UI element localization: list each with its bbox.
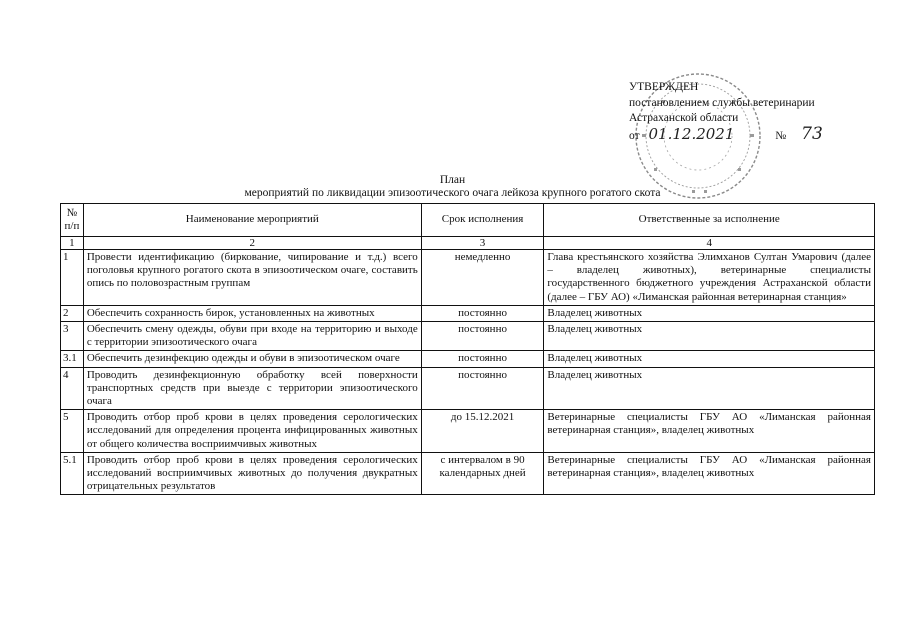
handwritten-number: 73 [801,123,823,144]
header-measure: Наименование мероприятий [83,204,421,237]
row-responsible: Владелец животных [544,351,875,367]
table-row [61,351,875,367]
row-measure: Обеспечить дезинфекцию одежды и обуви в эпизоотическом очаге [83,351,421,367]
column-index: 2 [83,237,421,250]
row-number: 2 [61,305,84,321]
column-index-row [61,237,875,250]
header-number: № п/п [61,204,84,237]
plan-heading [0,174,905,200]
table-row [61,367,875,410]
row-responsible: Глава крестьянского хозяйства Элимханов Султан Умарович (далее – владелец животных), ветеринарные специалисты государственного бюджетного учреждения Астраханской области (далее – ГБУ АО) «Лиманская районная ветеринарная станция» [544,250,875,306]
column-index: 1 [61,237,84,250]
date-prefix: от [629,129,640,142]
approval-heading: УТВЕРЖДЕН [629,81,699,93]
row-measure: Проводить отбор проб крови в целях проведения серологических исследований восприимчивых животных до получения двукратных отрицательных результатов [83,452,421,495]
row-deadline: постоянно [421,322,544,351]
measures-table [60,203,875,495]
row-deadline: постоянно [421,305,544,321]
row-number: 3.1 [61,351,84,367]
table-header-row [61,204,875,237]
row-measure: Провести идентификацию (биркование, чипирование и т.д.) всего поголовья крупного рогатого скота в эпизоотическом очаге, составить опись по половозрастным группам [83,250,421,306]
row-deadline: с интервалом в 90 календарных дней [421,452,544,495]
row-number: 5.1 [61,452,84,495]
table-row [61,322,875,351]
row-number: 3 [61,322,84,351]
row-number: 4 [61,367,84,410]
row-measure: Проводить дезинфекционную обработку всей поверхности транспортных средств при выезде с территории эпизоотического очага [83,367,421,410]
handwritten-date: 01.12.2021 [648,124,735,143]
column-index: 3 [421,237,544,250]
row-deadline: до 15.12.2021 [421,410,544,453]
row-number: 5 [61,410,84,453]
row-measure: Проводить отбор проб крови в целях проведения серологических исследований для определения процента инфицированных животных от общего количества восприимчивых животных [83,410,421,453]
column-index: 4 [544,237,875,250]
approval-region: Астраханской области [629,112,739,124]
row-measure: Обеспечить сохранность бирок, установленных на животных [83,305,421,321]
row-number: 1 [61,250,84,306]
table-row [61,250,875,306]
plan-subtitle: мероприятий по ликвидации эпизоотического очага лейкоза крупного рогатого скота [244,187,661,199]
row-deadline: постоянно [421,351,544,367]
number-prefix: № [775,129,787,142]
table-row [61,305,875,321]
approval-authority: постановлением службы ветеринарии [629,96,815,109]
row-responsible: Владелец животных [544,322,875,351]
plan-title: План [439,174,466,186]
row-deadline: немедленно [421,250,544,306]
row-responsible: Ветеринарные специалисты ГБУ АО «Лиманская районная ветеринарная станция», владелец животных [544,452,875,495]
table-row [61,452,875,495]
table-row [61,410,875,453]
header-responsible: Ответственные за исполнение [544,204,875,237]
row-responsible: Владелец животных [544,367,875,410]
row-measure: Обеспечить смену одежды, обуви при входе на территорию и выходе с территории эпизоотического очага [83,322,421,351]
row-responsible: Ветеринарные специалисты ГБУ АО «Лиманская районная ветеринарная станция», владелец животных [544,410,875,453]
approval-date-line [629,123,823,145]
row-responsible: Владелец животных [544,305,875,321]
approval-block [629,80,823,144]
row-deadline: постоянно [421,367,544,410]
header-deadline: Срок исполнения [421,204,544,237]
